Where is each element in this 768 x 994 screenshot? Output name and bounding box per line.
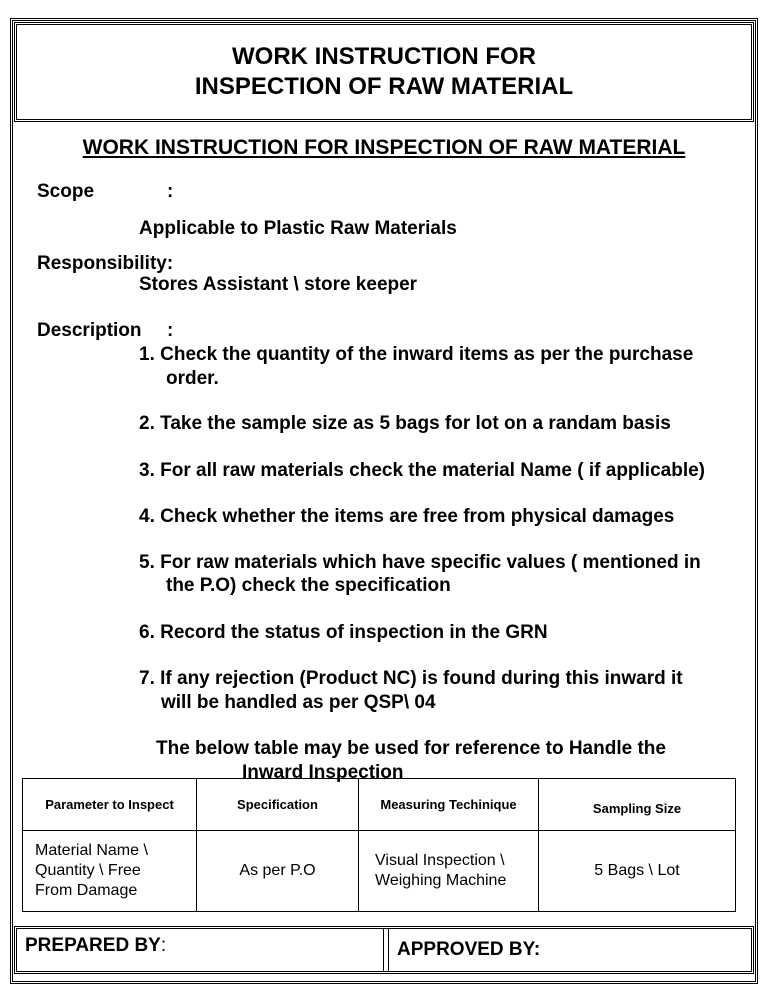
description-label: Description [37,320,142,341]
step-3: 3. For all raw materials check the material Name ( if applicable) [139,460,706,481]
step-1-line2: order. [166,368,219,389]
specification-value: As per P.O [239,862,316,879]
footer-divider [383,929,389,971]
step-5-line1: 5. For raw materials which have specific values ( mentioned in [139,552,701,573]
scope-value: Applicable to Plastic Raw Materials [139,218,457,239]
step-1-line1: 1. Check the quantity of the inward items as per the purchase [139,344,694,365]
responsibility-label: Responsibility: [37,253,174,274]
header-title-line2: INSPECTION OF RAW MATERIAL [194,73,574,100]
description-colon: : [167,320,174,341]
step-6: 6. Record the status of inspection in the GRN [139,622,548,643]
note-line1: The below table may be used for reference to Handle the [156,738,666,759]
step-7-line1: 7. If any rejection (Product NC) is found during this inward it [139,668,683,689]
prepared-by-colon: : [160,935,167,956]
section-title: WORK INSTRUCTION FOR INSPECTION OF RAW MATERIAL [82,136,686,159]
table-header-cell: Sampling Size [539,779,736,831]
scope-colon: : [167,181,174,202]
header-title-line1: WORK INSTRUCTION FOR [232,43,536,70]
parameter-line1: Material Name \ [35,842,148,859]
document-header [14,22,754,122]
measuring-cell [359,831,539,912]
measuring-line1: Visual Inspection \ [375,852,505,869]
responsibility-value: Stores Assistant \ store keeper [139,274,418,295]
table-row [23,831,736,912]
parameter-line2: Quantity \ Free [35,862,141,879]
prepared-by-label [25,935,166,957]
measuring-line2: Weighing Machine [375,872,507,889]
table-header-cell: Measuring Techinique [359,779,539,831]
parameter-cell [23,831,197,912]
sampling-cell [539,831,736,912]
table-header-row [23,779,736,831]
step-7-line2: will be handled as per QSP\ 04 [161,692,436,713]
prepared-by-text: PREPARED BY [25,935,161,956]
specification-cell [197,831,359,912]
scope-label: Scope [37,181,95,202]
step-4: 4. Check whether the items are free from physical damages [139,506,675,527]
note-line2: Inward Inspection [242,762,404,783]
parameter-line3: From Damage [35,882,138,899]
table-header-cell: Specification [197,779,359,831]
signature-footer [14,926,754,974]
inspection-table [22,778,736,912]
approved-by-label: APPROVED BY: [397,939,541,960]
step-2: 2. Take the sample size as 5 bags for lot on a randam basis [139,413,671,434]
step-5-line2: the P.O) check the specification [166,575,451,596]
table-header-cell: Parameter to Inspect [23,779,197,831]
sampling-value: 5 Bags \ Lot [594,862,680,879]
